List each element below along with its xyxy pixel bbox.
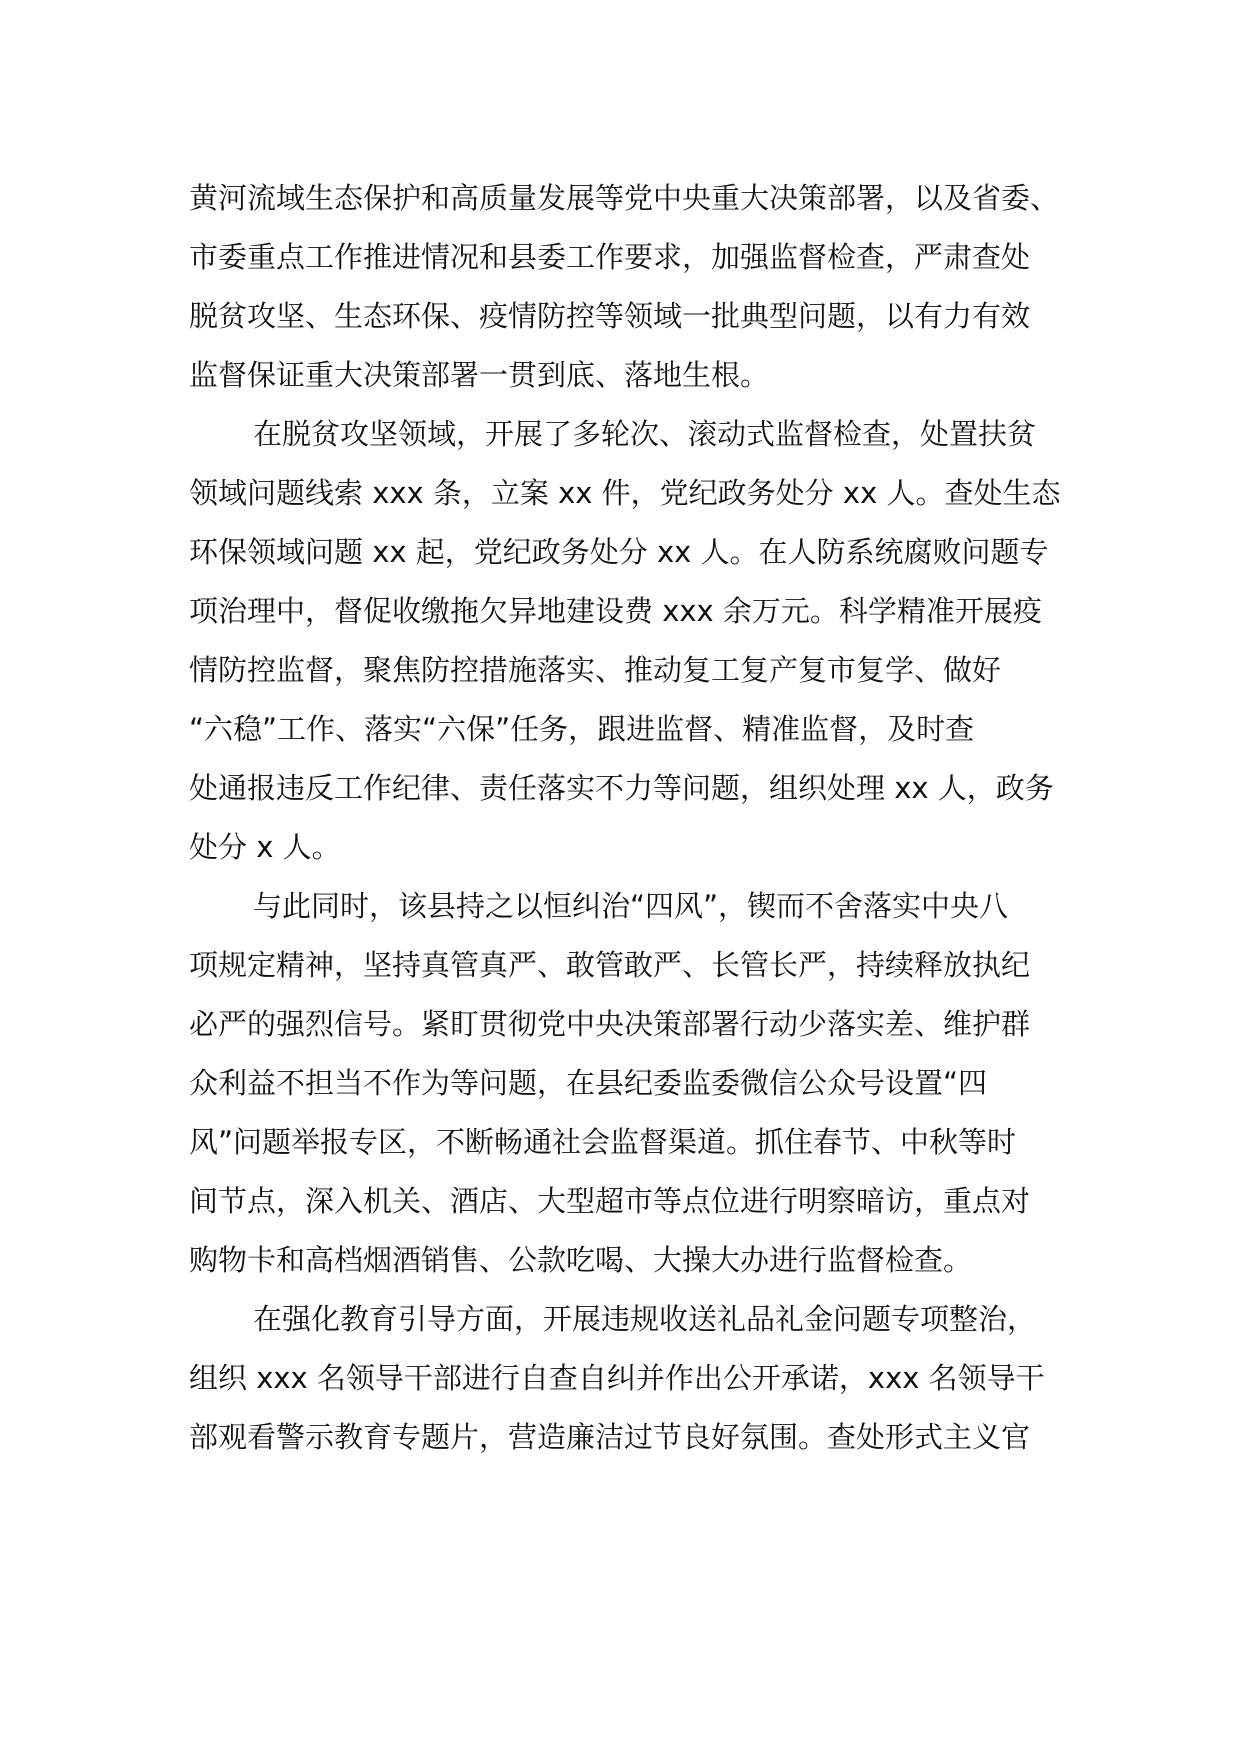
paragraph-1 xyxy=(189,169,1059,405)
text-line: 在强化教育引导方面，开展违规收送礼品礼金问题专项整治， xyxy=(253,1302,1037,1336)
document-body xyxy=(189,169,1059,1467)
text-line: 在脱贫攻坚领域，开展了多轮次、滚动式监督检查，处置扶贫 xyxy=(253,417,1037,451)
text-line: 购物卡和高档烟酒销售、公款吃喝、大操大办进行监督检查。 xyxy=(189,1243,973,1277)
text-line: 部观看警示教育专题片，营造廉洁过节良好氛围。查处形式主义官 xyxy=(189,1420,1031,1454)
text-line: 众利益不担当不作为等问题，在县纪委监委微信公众号设置“四 xyxy=(189,1066,988,1100)
text-line: 情防控监督，聚焦防控措施落实、推动复工复产复市复学、做好 xyxy=(189,653,1002,687)
text-line: 领域问题线索 xxx 条，立案 xx 件，党纪政务处分 xx 人。查处生态 xyxy=(189,476,1061,510)
text-line: 黄河流域生态保护和高质量发展等党中央重大决策部署，以及省委、 xyxy=(189,181,1060,215)
text-line: 监督保证重大决策部署一贯到底、落地生根。 xyxy=(189,358,770,392)
text-line: 风”问题举报专区，不断畅通社会监督渠道。抓住春节、中秋等时 xyxy=(189,1125,1017,1159)
paragraph-2 xyxy=(189,405,1059,877)
text-line: 市委重点工作推进情况和县委工作要求，加强监督检查，严肃查处 xyxy=(189,240,1031,274)
text-line: “六稳”工作、落实“六保”任务，跟进监督、精准监督，及时查 xyxy=(189,712,975,746)
text-line: 间节点，深入机关、酒店、大型超市等点位进行明察暗访，重点对 xyxy=(189,1184,1031,1218)
text-line: 与此同时，该县持之以恒纠治“四风”，锲而不舍落实中央八 xyxy=(253,889,1009,923)
text-line: 环保领域问题 xx 起，党纪政务处分 xx 人。在人防系统腐败问题专 xyxy=(189,535,1049,569)
text-line: 项治理中，督促收缴拖欠异地建设费 xxx 余万元。科学精准开展疫 xyxy=(189,594,1042,628)
paragraph-4 xyxy=(189,1290,1059,1467)
text-line: 必严的强烈信号。紧盯贯彻党中央决策部署行动少落实差、维护群 xyxy=(189,1007,1031,1041)
paragraph-3 xyxy=(189,877,1059,1290)
text-line: 处分 x 人。 xyxy=(189,830,341,864)
text-line: 处通报违反工作纪律、责任落实不力等问题，组织处理 xx 人，政务 xyxy=(189,771,1054,805)
text-line: 脱贫攻坚、生态环保、疫情防控等领域一批典型问题，以有力有效 xyxy=(189,299,1031,333)
text-line: 项规定精神，坚持真管真严、敢管敢严、长管长严，持续释放执纪 xyxy=(189,948,1031,982)
text-line: 组织 xxx 名领导干部进行自查自纠并作出公开承诺，xxx 名领导干 xyxy=(189,1361,1045,1395)
